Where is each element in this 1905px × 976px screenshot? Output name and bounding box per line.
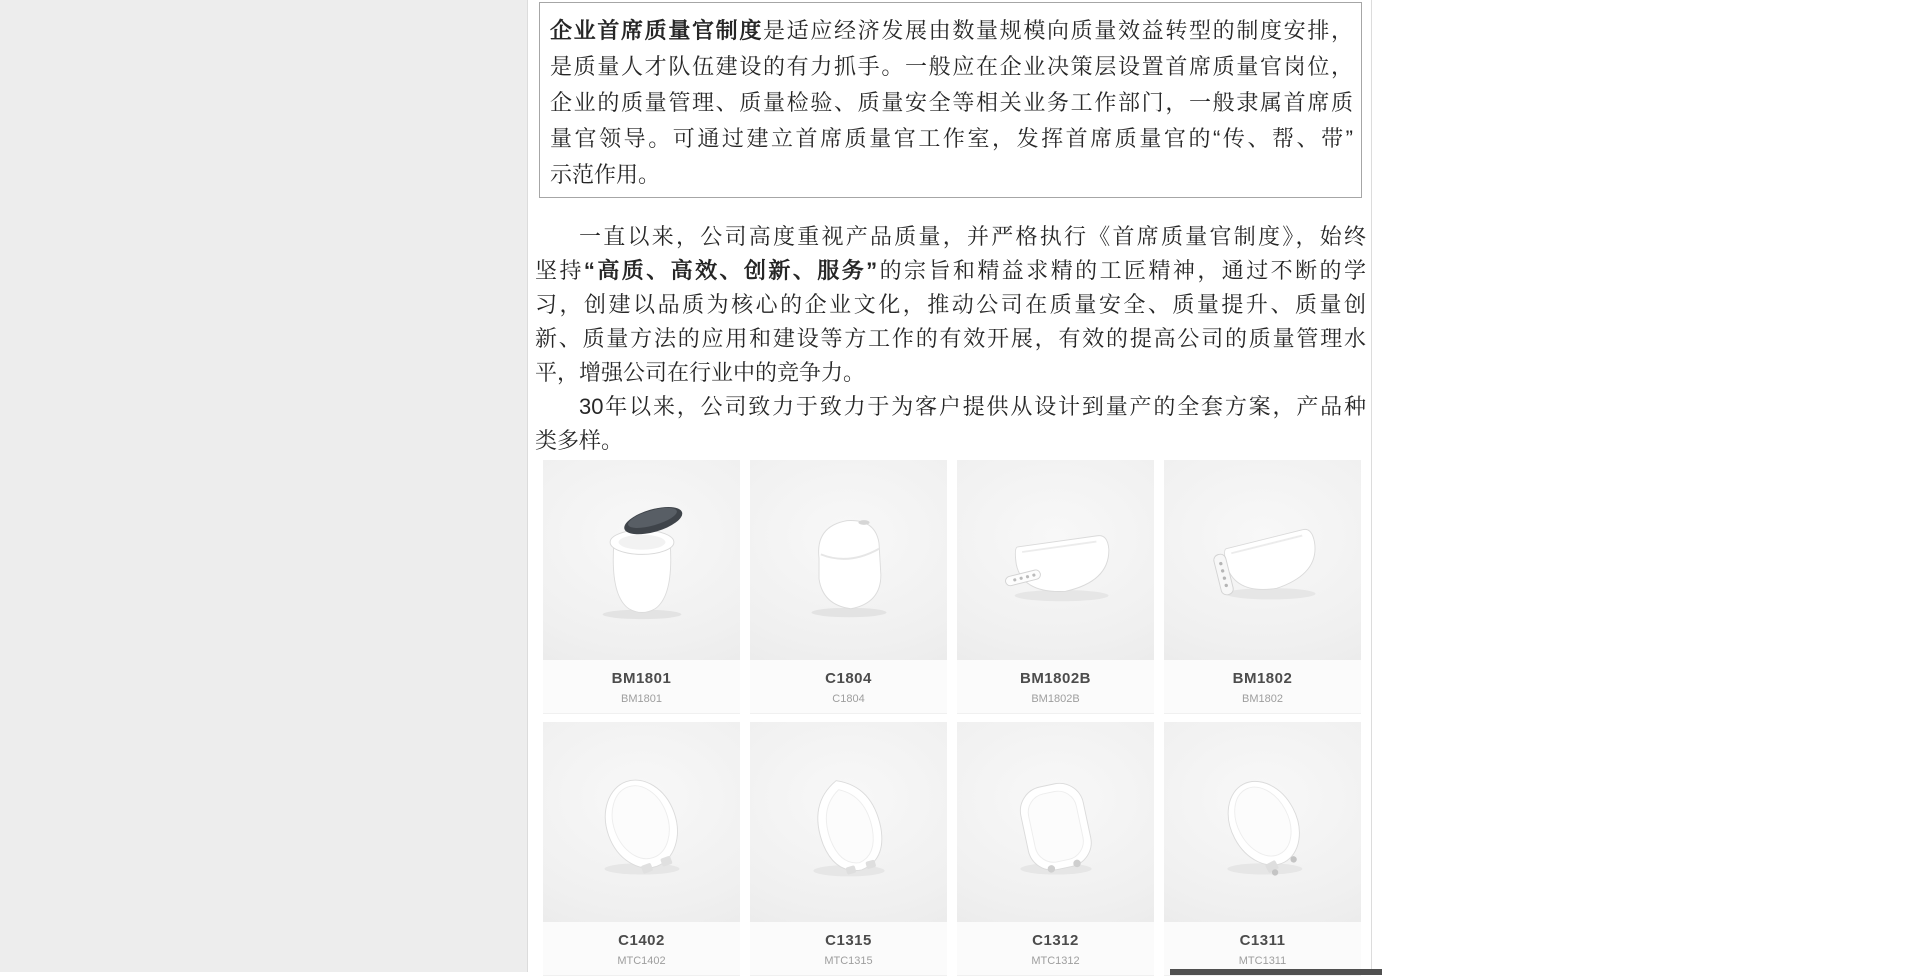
product-code: MTC1402	[617, 955, 666, 967]
product-model: BM1802B	[1019, 670, 1092, 687]
product-card[interactable]	[1164, 722, 1361, 976]
product-grid	[543, 460, 1361, 976]
product-label-area	[750, 922, 947, 976]
text-segment: 量官领导。可通过建立首席质量官工作室，发挥首席质量官的“传、帮、带”	[550, 126, 1353, 151]
product-model: BM1801	[611, 670, 672, 687]
article-line	[535, 288, 1366, 322]
product-code: BM1801	[621, 693, 662, 705]
product-thumbnail-icon	[774, 747, 924, 897]
quote-box-line	[550, 13, 1353, 49]
product-card[interactable]	[957, 722, 1154, 976]
product-image	[750, 722, 947, 922]
article-line	[535, 254, 1366, 288]
product-thumbnail-icon	[567, 485, 717, 635]
product-label-area	[543, 660, 740, 714]
quote-box-line	[550, 157, 1353, 193]
product-code: MTC1312	[1031, 955, 1080, 967]
product-label-area	[1164, 660, 1361, 714]
article-line	[535, 356, 1366, 390]
product-label-area	[1164, 922, 1361, 976]
article-line	[535, 220, 1366, 254]
product-code: MTC1315	[824, 955, 873, 967]
quote-box-line	[550, 85, 1353, 121]
text-segment: 企业的质量管理、质量检验、质量安全等相关业务工作部门，一般隶属首席质	[550, 90, 1353, 115]
article-line	[535, 322, 1366, 356]
product-image	[543, 722, 740, 922]
product-label-area	[957, 660, 1154, 714]
product-image	[1164, 722, 1361, 922]
text-segment: 习，创建以品质为核心的企业文化，推动公司在质量安全、质量提升、质量创	[535, 292, 1366, 317]
product-thumbnail-icon	[1188, 485, 1338, 635]
text-segment: 一直以来，公司高度重视产品质量，并严格执行《首席质量官制度》，始终	[579, 224, 1366, 249]
article-text	[535, 220, 1366, 458]
product-card[interactable]	[750, 460, 947, 714]
text-segment: 是适应经济发展由数量规模向质量效益转型的制度安排，	[763, 18, 1353, 43]
product-image	[957, 460, 1154, 660]
article-line	[535, 390, 1366, 424]
product-thumbnail-icon	[774, 485, 924, 635]
product-thumbnail-icon	[1188, 747, 1338, 897]
product-code: BM1802	[1242, 693, 1283, 705]
quote-box	[539, 2, 1362, 198]
text-segment: 的宗旨和精益求精的工匠精神，通过不断的学	[877, 258, 1366, 283]
product-code: MTC1311	[1238, 955, 1287, 967]
product-model: C1311	[1239, 932, 1286, 949]
page-left-margin	[0, 0, 527, 972]
content-column	[527, 0, 1372, 972]
product-model: C1402	[618, 932, 665, 949]
text-segment: 是质量人才队伍建设的有力抓手。一般应在企业决策层设置首席质量官岗位，	[550, 54, 1353, 79]
product-label-area	[543, 922, 740, 976]
product-model: C1312	[1032, 932, 1079, 949]
text-segment: 示范作用。	[550, 162, 661, 187]
partial-bottom-element	[1170, 969, 1382, 975]
product-image	[750, 460, 947, 660]
product-label-area	[750, 660, 947, 714]
product-label-area	[957, 922, 1154, 976]
product-model: C1804	[825, 670, 872, 687]
quote-box-line	[550, 49, 1353, 85]
product-image	[957, 722, 1154, 922]
product-image	[1164, 460, 1361, 660]
text-segment: 新、质量方法的应用和建设等方工作的有效开展，有效的提高公司的质量管理水	[535, 326, 1366, 351]
product-card[interactable]	[543, 460, 740, 714]
text-segment: 坚持	[535, 258, 584, 283]
product-card[interactable]	[1164, 460, 1361, 714]
article-line	[535, 424, 1366, 458]
product-card[interactable]	[957, 460, 1154, 714]
product-code: BM1802B	[1031, 693, 1080, 705]
product-model: C1315	[825, 932, 872, 949]
product-thumbnail-icon	[981, 747, 1131, 897]
product-card[interactable]	[543, 722, 740, 976]
product-thumbnail-icon	[567, 747, 717, 897]
text-segment: 30年以来，公司致力于致力于为客户提供从设计到量产的全套方案，产品种	[579, 394, 1366, 419]
product-model: BM1802	[1232, 670, 1293, 687]
product-thumbnail-icon	[981, 485, 1131, 635]
bold-text-segment: 企业首席质量官制度	[550, 18, 763, 43]
text-segment: 平，增强公司在行业中的竞争力。	[535, 360, 866, 385]
product-image	[543, 460, 740, 660]
product-card[interactable]	[750, 722, 947, 976]
quote-box-line	[550, 121, 1353, 157]
text-segment: 类多样。	[535, 428, 624, 453]
bold-text-segment: “高质、高效、创新、服务”	[583, 258, 878, 283]
product-code: C1804	[832, 693, 865, 705]
